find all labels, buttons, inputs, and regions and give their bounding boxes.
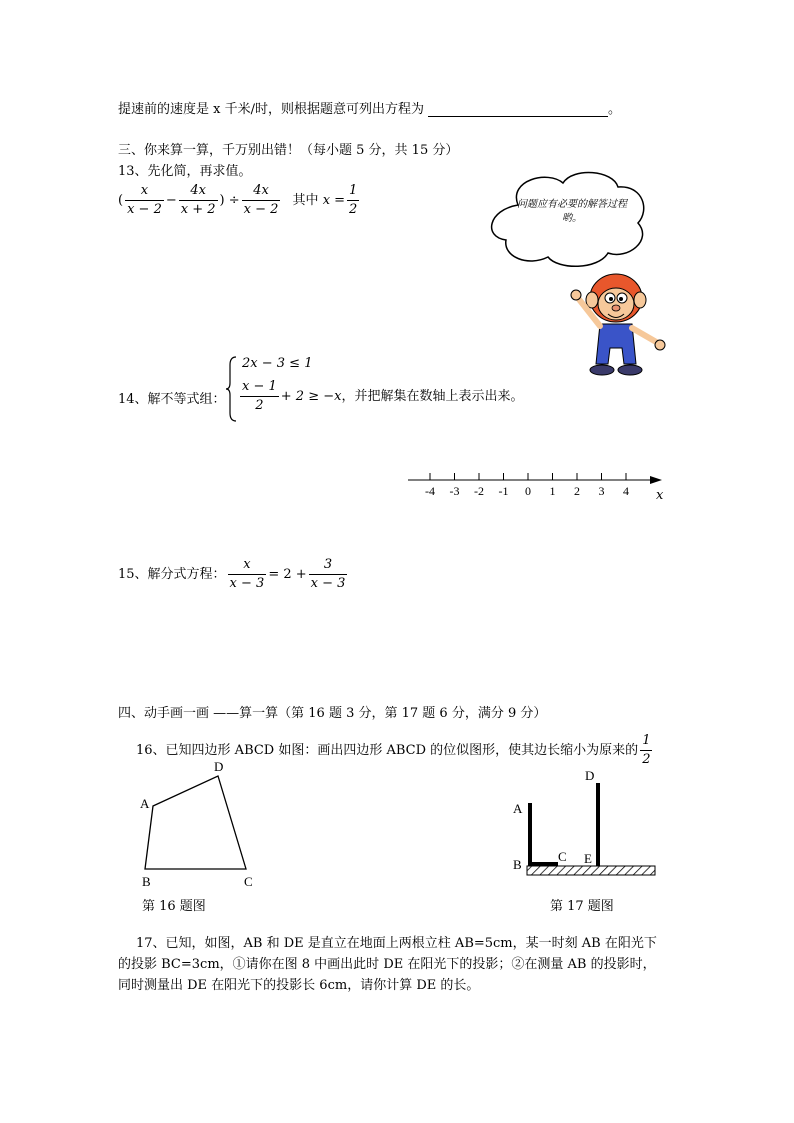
q13-label: 13、先化简，再求值。 (118, 164, 252, 179)
fig17-label-c: C (558, 849, 567, 864)
number-line-label: 3 (598, 484, 605, 498)
number-line-label: -3 (449, 484, 460, 498)
q17-line-3: 同时测量出 DE 在阳光下的投影长 6cm，请你计算 DE 的长。 (118, 978, 480, 993)
number-line-label: 4 (623, 484, 629, 498)
q16-text: 16、已知四边形 ABCD 如图：画出四边形 ABCD 的位似图形，使其边长缩小为原来的 $\frac{1}{2}$ (136, 733, 651, 767)
number-line-label: -2 (474, 484, 484, 498)
fig17-caption: 第 17 题图 (550, 899, 614, 914)
fig16-label-d: D (214, 759, 224, 774)
number-line-label: 2 (574, 484, 580, 498)
q17-line-1: 17、已知，如图，AB 和 DE 是直立在地面上两根立柱 AB=5cm，某一时刻 AB 在阳光下 (136, 936, 657, 951)
number-line-label: -1 (498, 484, 509, 498)
fig16-label-b: B (142, 874, 151, 889)
fig17-label-d: D (585, 768, 595, 783)
fig17-label-e: E (584, 851, 592, 866)
figure-16-quadrilateral (130, 760, 270, 895)
fig16-label-c: C (244, 874, 253, 889)
number-line-var: x (656, 488, 664, 503)
number-line (400, 470, 670, 510)
section4-heading: 四、动手画一画 ——算一算（第 16 题 3 分，第 17 题 6 分，满分 9 分） (118, 706, 547, 721)
q12-line: 提速前的速度是 x 千米/时，则根据题意可列出方程为 。 (118, 102, 621, 117)
fig16-caption: 第 16 题图 (142, 899, 206, 914)
fig16-label-a: A (140, 796, 150, 811)
figure-17-poles (505, 765, 665, 885)
fig17-label-a: A (513, 801, 523, 816)
left-brace (226, 355, 238, 423)
q17-line-2: 的投影 BC=3cm，①请你在图 8 中画出此时 DE 在阳光下的投影；②在测量 AB 的投影时， (118, 957, 656, 972)
q14-ineq2: $\frac{x - 1}{2}$ + 2 ≥ −x，并把解集在数轴上表示出来。 (242, 379, 524, 413)
bubble-text: 问题应有必要的解答过程哟。 (517, 199, 627, 224)
fig17-label-b: B (513, 857, 522, 872)
section3-heading: 三、你来算一算，千万别出错！（每小题 5 分，共 15 分） (118, 143, 459, 158)
q14-ineq1: 2x − 3 ≤ 1 (242, 356, 313, 371)
number-line-label: -4 (425, 484, 435, 498)
answer-blank[interactable] (428, 102, 608, 117)
cartoon-character-icon (566, 268, 676, 388)
q15-equation: 15、解分式方程： $\frac{x}{x - 3}$ = 2 + $\frac{3}{x - 3}$ (118, 557, 346, 591)
q14-label: 14、解不等式组： (118, 392, 226, 407)
number-line-label: 1 (549, 484, 556, 498)
q13-expression: ( $\frac{x}{x - 2}$ − $\frac{4x}{x + 2}$ ) ÷ $\frac{4x}{x - 2}$ 其中 x = $\frac{1}{2}$ (118, 183, 358, 217)
number-line-label: 0 (525, 484, 531, 498)
